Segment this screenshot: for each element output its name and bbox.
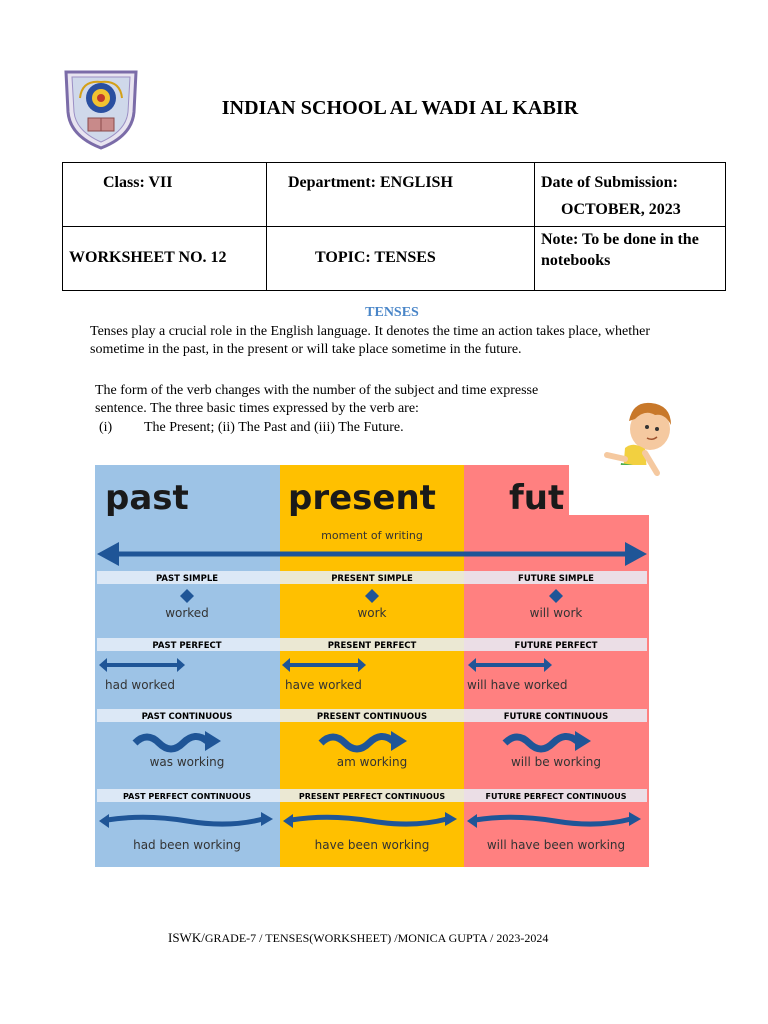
- date-cell: [535, 163, 726, 227]
- future-continuous-example: will be working: [510, 755, 602, 769]
- past-perfect-continuous-label: PAST PERFECT CONTINUOUS: [123, 792, 251, 801]
- page-footer: [168, 930, 548, 946]
- tenses-timeline-chart: [95, 465, 649, 867]
- footer-prefix: ISWK/: [168, 930, 205, 945]
- present-perfect-label: PRESENT PERFECT: [327, 641, 417, 651]
- future-perfect-label: FUTURE PERFECT: [514, 641, 598, 651]
- row-band-simple: [97, 571, 647, 584]
- present-continuous-label: PRESENT CONTINUOUS: [316, 712, 428, 722]
- row-band-perfect: [97, 638, 647, 651]
- past-perfect-label: PAST PERFECT: [152, 641, 222, 651]
- past-perfect-continuous-example: had been working: [133, 838, 241, 852]
- past-continuous-label: PAST CONTINUOUS: [141, 712, 233, 722]
- present-title: present: [288, 478, 436, 518]
- topic-cell: [267, 227, 535, 291]
- future-perfect-continuous-example: will have been working: [486, 838, 626, 852]
- future-perfect-example: will have worked: [467, 678, 568, 692]
- row-band-continuous: [97, 709, 647, 722]
- row-band-perfect-continuous: [97, 789, 647, 802]
- department-cell: [267, 163, 535, 227]
- present-simple-label: PRESENT SIMPLE: [331, 574, 413, 584]
- school-crest-logo: [60, 68, 142, 150]
- topic-label: TOPIC: TENSES: [315, 249, 436, 266]
- date-label: Date of Submission:: [541, 174, 678, 191]
- past-simple-label: PAST SIMPLE: [155, 574, 219, 584]
- worksheet-cell: [63, 227, 267, 291]
- illustration-overlap-mask: [569, 465, 649, 515]
- verb-form-line-2: sentence. The three basic times expressed by the verb are:: [95, 401, 419, 416]
- worksheet-number: WORKSHEET NO. 12: [69, 249, 227, 266]
- verb-form-line-1: The form of the verb changes with the number of the subject and time expresse: [95, 383, 539, 398]
- past-title: past: [105, 478, 189, 518]
- note-text: Note: To be done in the notebooks: [541, 231, 699, 269]
- three-times-list: [99, 419, 404, 437]
- class-label: Class: VII: [103, 174, 173, 191]
- present-perfect-continuous-label: PRESENT PERFECT CONTINUOUS: [298, 792, 446, 801]
- verb-form-paragraph: [95, 382, 570, 418]
- section-heading: TENSES: [365, 305, 419, 320]
- future-perfect-continuous-label: FUTURE PERFECT CONTINUOUS: [485, 792, 627, 801]
- moment-of-writing-label: moment of writing: [321, 529, 423, 542]
- class-cell: [63, 163, 267, 227]
- past-simple-example: worked: [165, 606, 209, 620]
- note-cell: [535, 227, 726, 291]
- intro-paragraph: Tenses play a crucial role in the English language. It denotes the time an action takes place, whether sometime in the past, in the present or will take place sometime in the future.: [90, 324, 650, 357]
- footer-text: GRADE-7 / TENSES(WORKSHEET) /MONICA GUPTA / 2023-2024: [204, 931, 549, 945]
- future-simple-example: will work: [529, 606, 583, 620]
- present-simple-example: work: [357, 606, 387, 620]
- school-name: INDIAN SCHOOL AL WADI AL KABIR: [221, 97, 579, 119]
- department-label: Department: ENGLISH: [288, 174, 453, 191]
- present-perfect-continuous-example: have been working: [314, 838, 430, 852]
- worksheet-info-table: [62, 162, 726, 291]
- list-marker: (i): [99, 420, 113, 435]
- future-title: fut: [509, 478, 565, 518]
- past-continuous-example: was working: [149, 755, 225, 769]
- future-simple-label: FUTURE SIMPLE: [518, 574, 594, 584]
- present-continuous-example: am working: [336, 755, 408, 769]
- date-value: OCTOBER, 2023: [561, 201, 681, 218]
- present-perfect-example: have worked: [285, 678, 362, 692]
- future-continuous-label: FUTURE CONTINUOUS: [503, 712, 609, 722]
- list-text: The Present; (ii) The Past and (iii) The Future.: [143, 420, 404, 435]
- past-perfect-example: had worked: [105, 678, 176, 692]
